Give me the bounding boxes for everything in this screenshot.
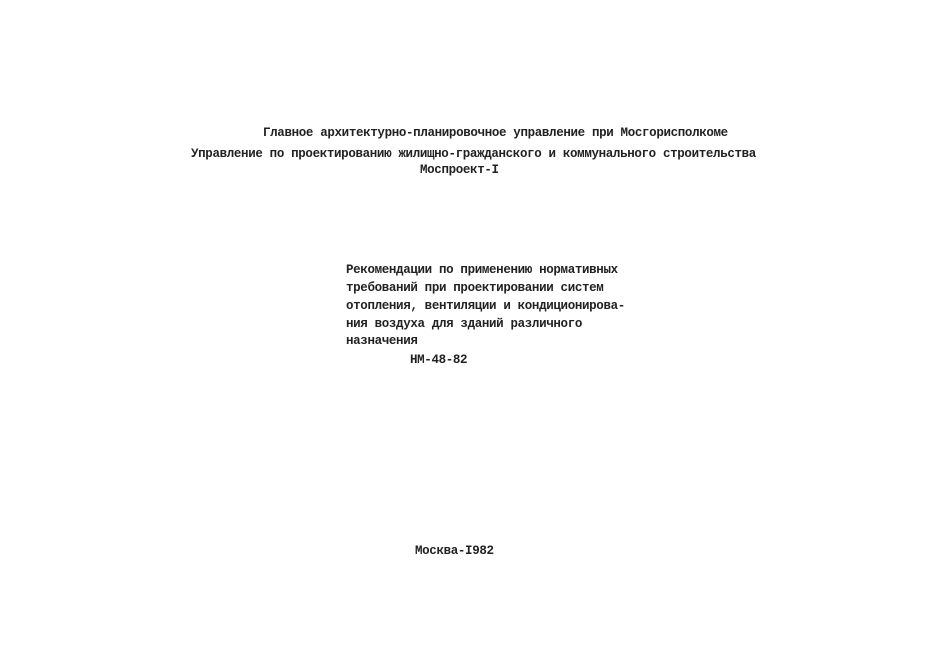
title-line: Рекомендации по применению нормативных <box>346 263 618 277</box>
title-line: назначения <box>346 334 418 348</box>
header-department-line: Управление по проектированию жилищно-гражданского и коммунального строительства <box>191 147 756 161</box>
title-line: ния воздуха для зданий различного <box>346 317 582 331</box>
title-line: требований при проектировании систем <box>346 281 604 295</box>
place-and-year: Москва-I982 <box>415 544 494 558</box>
header-institute-line: Моспроект-I <box>420 163 499 177</box>
document-code: НМ-48-82 <box>410 353 468 367</box>
header-organization-line: Главное архитектурно-планировочное управление при Мосгорисполкоме <box>263 126 728 140</box>
title-line: отопления, вентиляции и кондиционирова- <box>346 299 625 313</box>
